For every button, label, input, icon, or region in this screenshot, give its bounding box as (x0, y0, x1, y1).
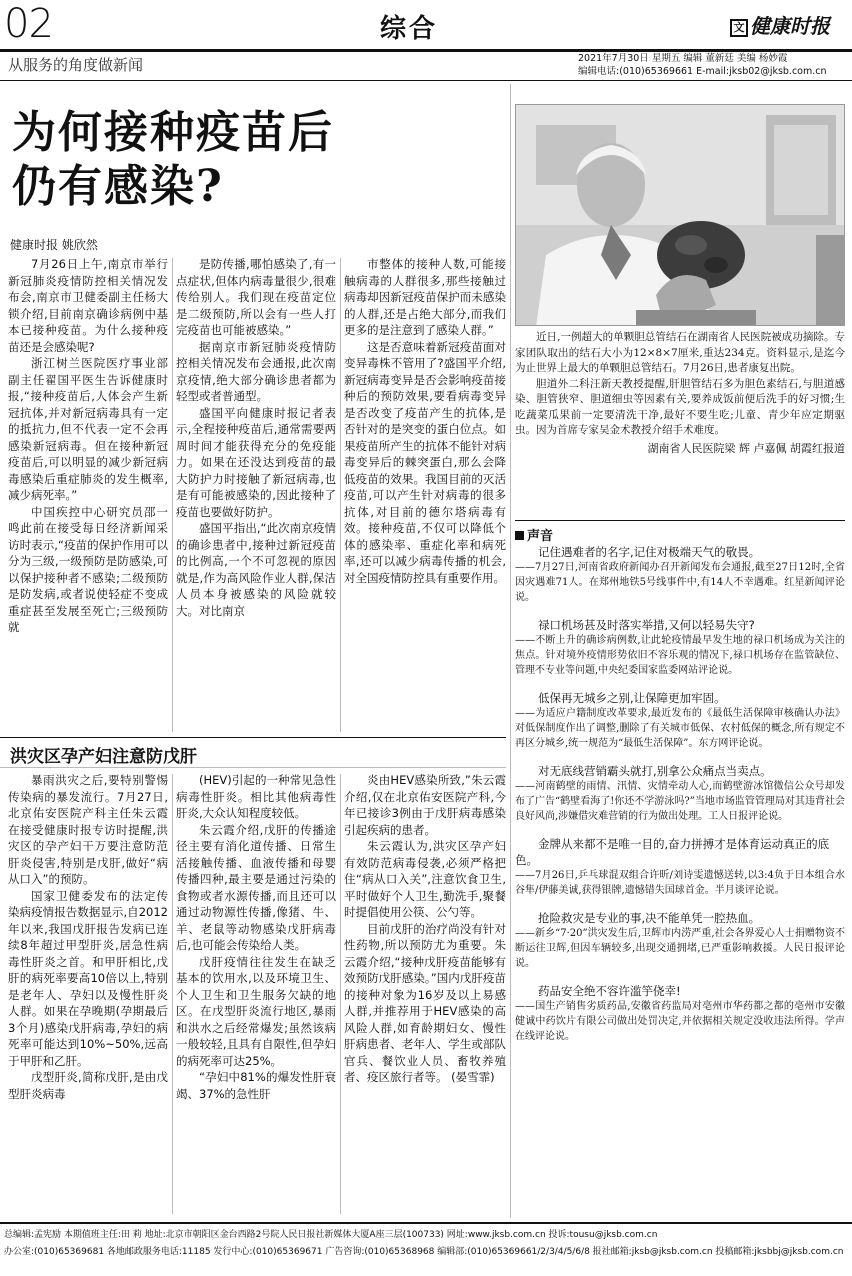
column-divider (172, 774, 173, 1214)
article2-headline: 洪灾区孕产妇注意防戊肝 (10, 747, 197, 767)
article1-column-2 (176, 256, 336, 734)
column-divider (340, 774, 341, 1214)
paragraph: 市整体的接种人数,可能接触病毒的人群很多,那些接触过病毒却因新冠疫苗保护而未感染的人群,还是占绝大部分,而我们更多的是注意到了感染人群。” (344, 257, 506, 337)
main-headline (12, 106, 334, 214)
headline-line-1: 为何接种疫苗后 (12, 107, 334, 158)
paragraph: 盛国平指出,“此次南京疫情的确诊患者中,接种过新冠疫苗的比例高,一个不可忽视的原因就是,作为高风险作业人群,保洁人员本身被感染的风险就较大。对比南京 (176, 521, 336, 618)
section-divider (510, 84, 511, 1218)
issue-contact: 编辑电话:(010)65369661 E-mail:jksb02@jksb.com.cn (578, 66, 827, 77)
photo-doctor-with-stone-image (516, 105, 845, 326)
paragraph: 是防传播,哪怕感染了,有一点症状,但体内病毒量很少,很难传给别人。我们现在疫苗定位是二级预防,所以会有一些人打完疫苗也可能被感染。” (176, 257, 336, 337)
article2-column-3 (344, 772, 506, 1214)
footer-line-1: 总编辑:孟宪励 本期值班主任:田 莉 地址:北京市朝阳区金台西路2号院人民日报社新媒体大厦A座三层(100733) 网址:www.jksb.com.cn 投诉:tousu@jksb.com.cn (4, 1230, 658, 1240)
masthead-rule (0, 80, 852, 81)
paragraph: 炎由HEV感染所致,”朱云霞介绍,仅在北京佑安医院产科,今年已接诊3例由于戊肝病毒感染引起疾病的患者。 (344, 773, 506, 837)
voice-quote: 禄口机场甚及时落实举措,又何以轻易失守? (538, 618, 755, 632)
voice-source: ——为适应户籍制度改革要求,最近发布的《最低生活保障审核确认办法》对低保制度作出了调整,删除了有关城市低保、农村低保的概念,所有规定不再区分城乡,统一规范为“最低生活保障”。东方网评论说。 (515, 708, 845, 749)
paragraph: 这是否意味着新冠疫苗面对变异毒株不管用了?盛国平介绍,新冠病毒变异是否会影响疫苗接种后的预防效果,要看病毒变异是否改变了疫苗产生的抗体,是否针对的是突变的蛋白位点。如果疫苗所产生的抗体不能针对病毒变异后的棘突蛋白,那么会降低疫苗的效果。我国目前的灭活疫苗,可以产生针对病毒的很多抗体,对目前的德尔塔病毒有效。接种疫苗,不仅可以降低个体的感染率、重症化率和病死率,还可以减少病毒传播的机会,对全国疫情防控具有重要作用。 (344, 339, 506, 585)
paragraph: 中国疾控中心研究员邵一鸣此前在接受每日经济新闻采访时表示,“疫苗的保护作用可以分为三级,一级预防是防感染,可以保护接种者不感染;二级预防是防发病,或者说使轻症不变成重症甚至发展至死亡;三级预防就 (8, 504, 168, 634)
column-divider (340, 258, 341, 732)
paragraph: 浙江树兰医院医疗事业部副主任翟国平医生告诉健康时报,“接种疫苗后,人体会产生新冠抗体,并对新冠病毒具有一定的抵抗力,但不代表一定不会再感染新冠病毒。但在接种新冠疫苗后,可以明显的减少新冠病毒感染后重症肺炎的发生概率,减少病死率。” (8, 356, 168, 502)
voice-item (515, 983, 845, 1044)
voice-item (515, 617, 845, 678)
footer (4, 1227, 848, 1261)
article2-headline-rule (0, 767, 506, 768)
voice-item (515, 544, 845, 605)
brand-mark-icon: 文 (730, 19, 748, 37)
voice-item (515, 836, 845, 898)
voice-item (515, 763, 845, 824)
voice-source: ——不断上升的确诊病例数,让此轮疫情最早发生地的禄口机场成为关注的焦点。针对境外疫情形势依旧不容乐观的情况下,禄口机场存在监管缺位、管理不专业等问题,中央纪委国家监委网站评论说。 (515, 635, 845, 676)
voice-quote: 低保再无城乡之别,让保障更加牢固。 (538, 691, 726, 705)
article2-column-2 (176, 772, 336, 1214)
brand-logo (730, 10, 830, 39)
paragraph: 国家卫健委发布的法定传染病疫情报告数据显示,自2012年以来,我国戊肝报告发病已连续8年超过甲型肝炎,居急性病毒性肝炎之首。和甲肝相比,戊肝的病死率要高10倍以上,特别是老年人、孕妇以及慢性肝炎人群。如果在孕晚期(孕期最后3个月)感染戊肝病毒,孕妇的病死率可能达到10%~50%,远高于甲肝和乙肝。 (8, 888, 168, 1068)
paragraph: 7月26日上午,南京市举行新冠肺炎疫情防控相关情况发布会,南京市卫健委副主任杨大锁介绍,目前南京确诊病例中基本已接种疫苗。为什么接种疫苗还是会感染呢? (8, 257, 168, 354)
square-bullet-icon (515, 531, 524, 540)
paragraph: 目前戊肝的治疗尚没有针对性药物,所以预防尤为重要。朱云霞介绍,“接种戊肝疫苗能够有效预防戊肝感染。”国内戊肝疫苗的接种对象为16岁及以上易感人群,并推荐用于HEV感染的高风险人群,如育龄期妇女、慢性肝病患者、老年人、学生或部队官兵、餐饮业人员、畜牧养殖者、疫区旅行者等。 (晏雪霏) (344, 921, 506, 1084)
page-number: 02 (4, 1, 53, 47)
voice-quote: 对无底线营销霸头就打,别拿公众痛点当卖点。 (538, 764, 772, 778)
caption-text: 近日,一例超大的单颗胆总管结石在湖南省人民医院被成功摘除。专家团队取出的结石大小为12×8×7厘米,重达234克。资料显示,是迄今为止世界上最大的单颗胆总管结石。7月26日,患者康复出院。 (515, 331, 845, 374)
section-title: 综合 (380, 14, 439, 44)
voice-quote: 记住遇难者的名字,记住对极端天气的敬畏。 (538, 545, 761, 559)
paragraph: 据南京市新冠肺炎疫情防控相关情况发布会通报,此次南京疫情,绝大部分确诊患者都为轻型或者普通型。 (176, 339, 336, 403)
headline-line-2: 仍有感染? (12, 161, 224, 212)
column-divider (172, 258, 173, 732)
voice-source: ——河南鹤壁的雨情、汛情、灾情牵动人心,而鹤壁游冰馆微信公众号却发布了广告“鹤壁看海了!你还不学游泳吗?”当地市场监管管理局对其违背社会良好风尚,涉嫌借灾难营销的行为做出处理。工人日报评论说。 (515, 781, 845, 822)
article2-column-1 (8, 772, 168, 1214)
issue-date-editors: 2021年7月30日 星期五 编辑 董新廷 美编 杨妙霞 (578, 53, 788, 64)
paragraph: 盛国平向健康时报记者表示,全程接种疫苗后,通常需要两周时间才能获得充分的免疫能力。如果在还没达到疫苗的最大防护力时接触了新冠病毒,也是有可能被感染的,因此接种了疫苗也要做好防护。 (176, 405, 336, 519)
news-photo (515, 104, 845, 326)
voices-heading (515, 520, 845, 544)
footer-rule (0, 1222, 852, 1224)
voice-quote: 抢险救灾是专业的事,决不能单凭一腔热血。 (538, 911, 761, 925)
voices-list (515, 544, 845, 1216)
brand-name: 健康时报 (750, 14, 830, 38)
voice-quote: 金牌从来都不是唯一目的,奋力拼搏才是体育运动真正的底色。 (515, 837, 830, 867)
photo-credit: 湖南省人民医院梁 辉 卢嘉佩 胡霞红报道 (647, 441, 845, 455)
paragraph: 朱云霞介绍,戊肝的传播途径主要有消化道传播、日常生活接触传播、血液传播和母婴传播四种,最主要是通过污染的食物或者水源传播,而且还可以通过动物源性传播,像猪、牛、羊、老鼠等动物感染戊肝病毒后,也可能会传染给人类。 (176, 822, 336, 952)
voice-item (515, 690, 845, 751)
byline: 健康时报 姚欣然 (10, 238, 98, 252)
voice-source: ——7月27日,河南省政府新闻办召开新闻发布会通报,截至27日12时,全省因灾遇难71人。在郑州地铁5号线事件中,有14人不幸遇难。红星新闻评论说。 (515, 562, 845, 603)
footer-line-2: 办公室:(010)65369681 各地邮政服务电话:11185 发行中心:(010)65369671 广告咨询:(010)65368968 编辑部:(010)65369661/2/3/4/5/6/8 报社邮箱:jksb@jksb.com.cn 投稿邮箱:jksbbj@jksb.com.cn (4, 1247, 844, 1257)
voice-source: ——7月26日,乒乓球混双组合许昕/刘诗雯遗憾送转,以3:4负于日本组合水谷隼/伊藤美诚,获得银牌,遗憾错失国球首金。半月谈评论说。 (515, 870, 845, 896)
paragraph: “孕妇中81%的爆发性肝衰竭、37%的急性肝 (176, 1070, 336, 1101)
paragraph: 暴雨洪灾之后,要特别警惕传染病的暴发流行。7月27日,北京佑安医院产科主任朱云霞在接受健康时报专访时提醒,洪灾区的孕产妇干万要注意防范肝炎侵害,特别是戊肝,做好“病从口入”的预防。 (8, 773, 168, 886)
article1-column-3 (344, 256, 506, 734)
voice-item (515, 910, 845, 971)
paragraph: 戊型肝炎,简称戊肝,是由戊型肝炎病毒 (8, 1070, 168, 1101)
article1-column-1 (8, 256, 168, 734)
paragraph: 戊肝疫情往往发生在缺乏基本的饮用水,以及环境卫生、个人卫生和卫生服务欠缺的地区。在戊型肝炎流行地区,暴雨和洪水之后经常爆发;虽然该病一般较轻,且具有自限性,但孕妇的病死率可达25%。 (176, 954, 336, 1068)
photo-caption (515, 330, 845, 516)
voice-quote: 药品安全绝不容许滥竽侥幸! (538, 984, 681, 998)
issue-info (578, 52, 848, 78)
voice-source: ——新乡“7·20”洪灾发生后,卫辉市内涝严重,社会各界爱心人士捐赠物资不断运往卫辉,但因车辆较多,出现交通拥堵,已严重影响救援。人民日报评论说。 (515, 928, 845, 969)
paragraph: (HEV)引起的一种常见急性病毒性肝炎。相比其他病毒性肝炎,大众认知程度较低。 (176, 773, 336, 820)
paragraph: 朱云霞认为,洪灾区孕产妇有效防范病毒侵袭,必须严格把住“病从口入关”,注意饮食卫生,平时做好个人卫生,勤洗手,聚餐时提倡使用公筷、公勺等。 (344, 839, 506, 919)
caption-text-2: 胆道外二科汪新天教授提醒,肝胆管结石多为胆色素结石,与胆道感染、胆管狭窄、胆道细虫等因素有关,要养成饭前便后洗手的好习惯;生吃蔬菜瓜果前一定要清洗干净,最好不要生吃;儿童、青少年应定期驱虫。因为首席专家吴金术教授介绍手术难度。 (515, 377, 845, 436)
voice-source: ——国生产销售劣质药品,安徽省药监局对亳州市华药都之都的亳州市安徽健诚中药饮片有限公司做出处罚决定,并依据相关规定没收违法所得。学声在线评论说。 (515, 1001, 845, 1042)
article2-top-rule (0, 737, 506, 738)
voices-heading-label: 声音 (527, 529, 554, 544)
tagline: 从服务的角度做新闻 (8, 56, 144, 74)
